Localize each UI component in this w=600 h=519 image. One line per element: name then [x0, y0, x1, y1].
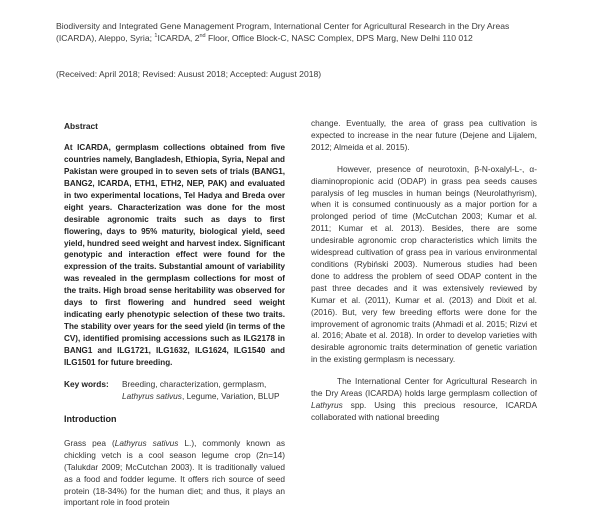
paragraph-text: L.), commonly known as chickling vetch is a cool season legume crop (2n=14) (Talukdar 2009; McCutchan 2003). It is traditionally valued as a food and fodder legume. It offers rich source of seed protein (18-34%) for the human diet; and thus, it plays an important role in food protein — [64, 437, 285, 508]
paragraph: However, presence of neurotoxin, β-N-oxalyl-L-, α-diaminopropionic acid (ODAP) in grass pea seeds causes paralysis of leg muscles in human beings (Neurolathyrism), when it is consumed continuously as a major portion for a prolonged period of time (McCutchan 2003; Kumar et al. 2011; Kumar et al. 2013). Besides, there are some undesirable agronomic crop characteristics which limits the widespread cultivation of grass pea in various environmental conditions (Rybiński 2003). Numerous studies had been done to address the problem of seed ODAP content in the past three decades and it was extensively reviewed by Kumar et al. (2011), Kumar et al. (2013) and Dixit et al. (2016). But, very few breeding efforts were done for the improvement of agronomic traits (Ahmadi et al. 2015; Rizvi et al. 2016; Abate et al. 2018). In order to develop varieties with desirable agronomic traits determination of genetic variation in the existing germplasm is necessary. — [311, 163, 537, 365]
right-column — [311, 118, 537, 434]
abstract-text: At ICARDA, germplasm collections obtained from five countries namely, Bangladesh, Ethiopia, Syria, Nepal and Pakistan were grouped in to seven sets of trials (BANG1, BANG2, ICARDA, ETH1, ETH2, NEP, PAK) and evaluated in two experimental locations, Tel Hadya and Breda over eight years. Characterization was done for the most desirable agronomic traits such as days to first flowering, days to 95% maturity, biological yield, seed yield, hundred seed weight and harvest index. Significant genotypic and interaction effect were found for the expression of the traits. Substantial amount of variability was revealed in the germplasm collections for most of the traits. High broad sense heritability was observed for days to first flowering and hundred seed weight indicating early phenotypic selection of these two traits. The stability over years for the seed yield (in terms of the CV), identified promising accessions such as ILG2178 in BANG1 and ILG1721, ILG1632, ILG1624, ILG1540 and ILG1501 for future breeding. — [64, 142, 285, 368]
affiliation-superscript: 1 — [154, 32, 158, 39]
paragraph: change. Eventually, the area of grass pea cultivation is expected to increase in the near future (Dejene and Lijalem, 2012; Almeida et al. 2015). — [311, 118, 537, 152]
affiliation-text: Biodiversity and Integrated Gene Management Program, International Center for Agricultural Research in the Dry Areas (ICARDA), Aleppo, Syria; — [56, 21, 510, 43]
abstract-heading: Abstract — [64, 121, 98, 131]
introduction-paragraph — [64, 438, 285, 509]
publication-dates: (Received: April 2018; Revised: Ausust 2018; Accepted: August 2018) — [56, 69, 322, 79]
affiliation-text: ICARDA, 2 — [157, 32, 200, 43]
floor-superscript: nd — [199, 32, 206, 39]
introduction-heading: Introduction — [64, 414, 117, 425]
species-name: Lathyrus sativus — [114, 437, 179, 448]
keywords-label: Key words: — [64, 379, 109, 390]
affiliation-text: Floor, Office Block-C, NASC Complex, DPS Marg, New Delhi 110 012 — [205, 32, 473, 43]
author-affiliation — [56, 21, 536, 44]
paragraph-text: Grass pea ( — [64, 437, 115, 448]
paragraph-text: The International Center for Agricultural Research in the Dry Areas (ICARDA) holds large germplasm collection of — [311, 376, 537, 399]
keywords-text: Breeding, characterization, germplasm, — [122, 379, 267, 390]
keywords-list — [122, 378, 285, 402]
keywords — [64, 378, 285, 402]
keywords-text: , Legume, Variation, BLUP — [181, 391, 280, 402]
genus-name: Lathyrus — [311, 399, 343, 410]
keywords-species: Lathyrus sativus — [122, 391, 182, 402]
paragraph — [311, 376, 537, 424]
paragraph-text: spp. Using this precious resource, ICARDA collaborated with national breeding — [311, 399, 537, 422]
left-column — [64, 121, 285, 519]
